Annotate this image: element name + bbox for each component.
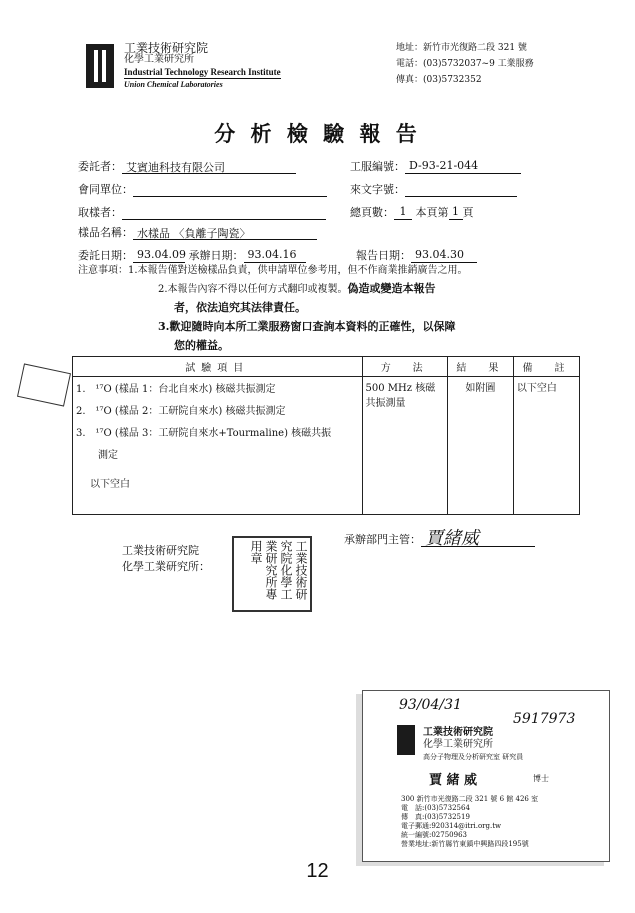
sampler-label: 取樣者： (78, 206, 122, 219)
supervisor-signature: 賈緒威 (421, 524, 535, 547)
footer-org-line-1: 工業技術研究院 (122, 544, 199, 557)
org-name-en: Industrial Technology Research Institute (124, 67, 281, 77)
sampler-value (122, 205, 326, 220)
page-end-label: 頁 (462, 206, 474, 219)
header-remark: 備 註 (513, 357, 579, 377)
note-3b: 您的權益。 (174, 339, 229, 352)
accept-date-value: 93.04.16 (244, 248, 306, 263)
itri-logo (86, 44, 114, 88)
header-test-item: 試驗項目 (73, 357, 363, 377)
note-1: 1.本報告僅對送檢樣品負責，供申請單位參考用，但不作商業推銷廣告之用。 (128, 265, 468, 276)
card-name: 賈 緒 威 (429, 773, 478, 788)
supervisor-row (344, 524, 535, 547)
client-label: 委託者： (78, 160, 122, 173)
card-fax: 傳 真:(03)5732519 (401, 813, 470, 821)
note-2a: 2.本報告內容不得以任何方式翻印或複製。 (158, 284, 348, 295)
card-tel: 電 話:(03)5732564 (401, 804, 470, 812)
page-number: 12 (306, 860, 329, 882)
page-mid-label: 本頁第 (415, 206, 449, 219)
client-value: 艾賓迪科技有限公司 (122, 159, 296, 174)
accept-date-label: 承辦日期： (188, 249, 244, 262)
cosigner-row (78, 181, 327, 197)
note-2c: 者，依法追究其法律責任。 (174, 301, 306, 314)
footer-org-line-2: 化學工業研究所： (122, 560, 210, 573)
notes-label: 注意事項： (78, 265, 128, 276)
dept-name-en: Union Chemical Laboratories (124, 80, 223, 89)
pages-value: 1 (394, 205, 412, 220)
report-date-row (356, 247, 477, 263)
card-handwritten-date: 93/04/31 (399, 697, 462, 713)
sample-name-row (78, 224, 317, 240)
card-title: 博士 (533, 774, 549, 783)
dates-row (78, 247, 306, 263)
phone: 電話：(03)5732037~9 工業服務 (396, 59, 534, 69)
business-card (362, 690, 610, 862)
service-no-label: 工服編號： (350, 160, 405, 173)
table-row (73, 377, 580, 515)
service-no-value: D-93-21-044 (405, 159, 521, 174)
sample-name-label: 樣品名稱： (78, 226, 133, 239)
table-header-row (73, 357, 580, 377)
pages-label: 總頁數： (350, 206, 394, 219)
client-row (78, 158, 296, 174)
card-handwritten-number: 5917973 (513, 711, 576, 727)
service-no-row (350, 158, 521, 174)
results-table (72, 356, 580, 515)
card-email: 電子郵通:920314@itri.org.tw (401, 822, 502, 830)
cosigner-value (133, 182, 327, 197)
notes-line-3 (78, 299, 578, 318)
notes-line-5 (78, 337, 578, 356)
org-name-zh: 工業技術研究院 (124, 41, 209, 55)
method-cell: 500 MHz 核磁共振測量 (362, 377, 447, 515)
request-date-value: 93.04.09 (133, 248, 185, 263)
notes-line-2 (78, 280, 578, 299)
sampler-row (78, 204, 326, 220)
result-cell: 如附圖 (447, 377, 513, 515)
letterhead-org (124, 42, 281, 91)
test-item-2: 2. ¹⁷O (樣品 2：工研院自來水) 核磁共振測定 (76, 406, 286, 417)
card-id: 統一編號:02750963 (401, 831, 467, 839)
letterhead-contact (396, 40, 534, 88)
card-sub: 高分子物理及分析研究室 研究員 (423, 753, 524, 761)
page-no-value: 1 (449, 205, 463, 220)
footer-org (122, 543, 210, 575)
note-2b: 偽造或變造本報告 (347, 282, 436, 295)
sample-name-value: 水樣品 〈負離子陶瓷〉 (133, 225, 317, 240)
card-reg: 營業地址:新竹縣竹東鎮中興路四段195號 (401, 840, 529, 848)
remark-cell: 以下空白 (513, 377, 579, 515)
notes-line-1 (78, 262, 578, 280)
request-date-label: 委託日期： (78, 249, 133, 262)
official-seal: 工業技術研究院化學工業研究所專用章 (232, 536, 312, 612)
report-title: 分 析 檢 驗 報 告 (214, 121, 421, 146)
test-items-cell (73, 377, 363, 515)
doc-no-row (350, 181, 517, 197)
report-date-value: 93.04.30 (411, 248, 477, 263)
header-result: 結 果 (447, 357, 513, 377)
fax: 傳真：(03)5732352 (396, 75, 482, 85)
header-method: 方 法 (362, 357, 447, 377)
notes (78, 262, 578, 356)
note-3a: 3.歡迎隨時向本所工業服務窗口查詢本資料的正確性，以保障 (158, 320, 456, 333)
address: 地址：新竹市光復路二段 321 號 (396, 43, 527, 53)
side-stamp (17, 363, 71, 406)
supervisor-label: 承辦部門主管： (344, 533, 421, 546)
card-details (401, 795, 538, 849)
notes-line-4 (78, 318, 578, 337)
test-item-1: 1. ¹⁷O (樣品 1：台北自來水) 核磁共振測定 (76, 384, 276, 395)
card-org: 工業技術研究院 (423, 727, 493, 738)
items-end: 以下空白 (90, 479, 130, 490)
card-addr: 300 新竹市光復路二段 321 號 6 館 426 室 (401, 795, 539, 803)
dept-name-zh: 化學工業研究所 (124, 54, 194, 65)
doc-no-value (405, 182, 517, 197)
test-item-3: 3. ¹⁷O (樣品 3：工研院自來水+Tourmaline) 核磁共振 (76, 428, 332, 439)
cosigner-label: 會同單位： (78, 183, 133, 196)
doc-no-label: 來文字號： (350, 183, 405, 196)
card-logo (397, 725, 415, 755)
card-org-block (423, 727, 523, 763)
pages-row (350, 204, 474, 220)
test-item-3-cont: 測定 (98, 450, 118, 461)
card-dept: 化學工業研究所 (423, 739, 493, 750)
report-date-label: 報告日期： (356, 249, 411, 262)
